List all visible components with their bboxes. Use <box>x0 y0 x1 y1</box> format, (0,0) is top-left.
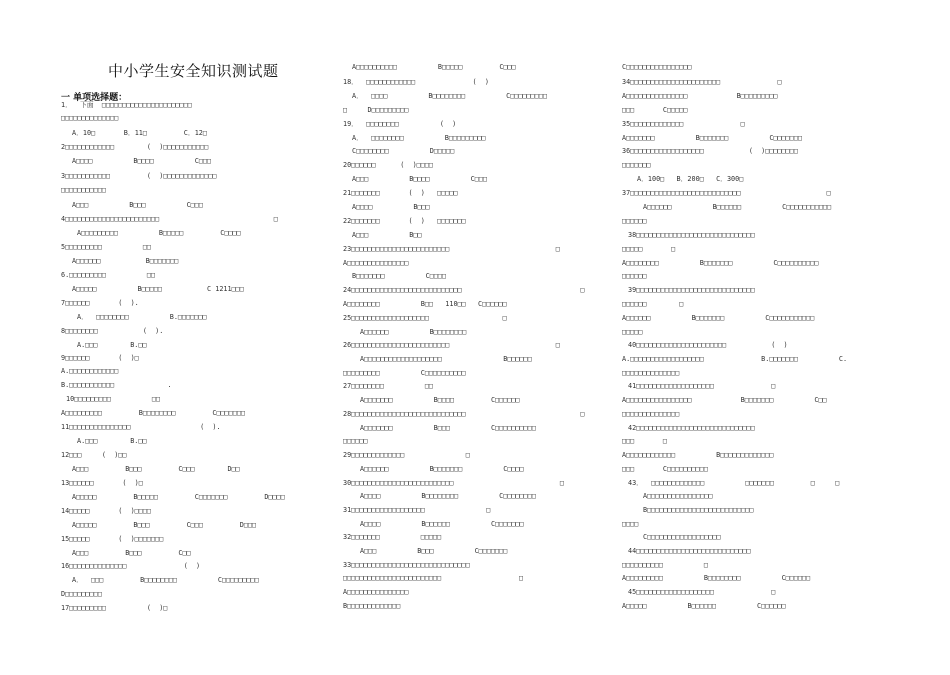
question-line: A□□□□□□□ B□□□□□□□ C□□□□□□□ <box>622 134 803 142</box>
question-line: A□□□ B□□□ C□□□ D□□ <box>72 465 240 473</box>
question-line: A.□□□ B.□□ <box>77 437 147 445</box>
question-line: □□□□□□□□□□□□□□ <box>622 410 680 418</box>
question-line: A□□□□□ B□□□□□ C□□□□□□□ D□□□□ <box>72 493 285 501</box>
question-line: 8□□□□□□□□ ( ). <box>61 327 164 335</box>
question-line: A□□□□□□ B□□□□□□ C□□□□□□□□□□□ <box>643 203 832 211</box>
question-line: C□□□□□□□□□□□□□□□□ <box>622 63 692 71</box>
question-line: 36□□□□□□□□□□□□□□□□□□ ( )□□□□□□□□ <box>622 147 798 155</box>
question-line: A□□□ B□□□ C□□□ <box>72 201 203 209</box>
question-line: □□□□□ □ <box>622 245 676 253</box>
question-line: 12□□□ ( )□□ <box>61 451 127 459</box>
question-line: C□□□□□□□□ D□□□□□ <box>352 147 455 155</box>
question-line: 2□□□□□□□□□□□□ ( )□□□□□□□□□□□ <box>61 143 209 151</box>
question-line: 43． □□□□□□□□□□□□□ □□□□□□□ □ □ <box>628 479 840 487</box>
question-line: 37□□□□□□□□□□□□□□□□□□□□□□□□□□□ □ <box>622 189 831 197</box>
question-line: □□□□□□□□□ C□□□□□□□□□□ <box>343 369 466 377</box>
question-line: □□□ C□□□□□□□□□□ <box>622 465 708 473</box>
question-line: 44□□□□□□□□□□□□□□□□□□□□□□□□□□□□ <box>628 547 751 555</box>
question-line: A．10□ B．11□ C．12□ <box>72 129 207 137</box>
question-line: □□□□□□□□□□□□□□□□□□□□□□□□ □ <box>343 574 524 582</box>
question-line: A． □□□□□□□□ B.□□□□□□□ <box>77 313 207 321</box>
question-line: 25□□□□□□□□□□□□□□□□□□□ □ <box>343 314 507 322</box>
question-line: 40□□□□□□□□□□□□□□□□□□□□□□ ( ) <box>628 341 788 349</box>
question-line: □□□□□□ <box>622 272 647 280</box>
question-line: □□□□□□□ <box>622 161 651 169</box>
question-line: A□□□□□□□□ B□□ 110□□ C□□□□□□ <box>343 300 507 308</box>
question-line: B.□□□□□□□□□□□ . <box>61 381 172 389</box>
question-line: A□□□□□ B□□□□□ C 1211□□□ <box>72 285 244 293</box>
question-line: 23□□□□□□□□□□□□□□□□□□□□□□□□ □ <box>343 245 560 253</box>
question-line: 42□□□□□□□□□□□□□□□□□□□□□□□□□□□□□ <box>628 424 755 432</box>
section-heading: 一 单项选择题： <box>61 93 128 103</box>
question-line: 31□□□□□□□□□□□□□□□□□□ □ <box>343 506 491 514</box>
question-line: 11□□□□□□□□□□□□□□□ ( ). <box>61 423 221 431</box>
question-line: □□□ □ <box>622 437 668 445</box>
question-line: □□□□ <box>622 520 639 528</box>
question-line: 27□□□□□□□□ □□ <box>343 382 434 390</box>
question-line: A.□□□□□□□□□□□□□□□□□□ B.□□□□□□□ C. <box>622 355 848 363</box>
question-line: 15□□□□□ ( )□□□□□□□ <box>61 535 164 543</box>
question-line: 41□□□□□□□□□□□□□□□□□□□ □ <box>628 382 776 390</box>
question-line: A□□□□□□□ B□□□□ C□□□□□□ <box>360 396 520 404</box>
question-line: D□□□□□□□□□ <box>61 590 102 598</box>
question-line: A□□□□ B□□□□□□□□ C□□□□□□□□ <box>360 492 536 500</box>
question-line: 33□□□□□□□□□□□□□□□□□□□□□□□□□□□□□ <box>343 561 470 569</box>
question-line: □□□□□□ □ <box>622 300 684 308</box>
question-line: 14□□□□□ ( )□□□□ <box>61 507 152 515</box>
question-line: 29□□□□□□□□□□□□□ □ <box>343 451 470 459</box>
question-line: A.□□□□□□□□□□□□ <box>61 367 119 375</box>
question-line: A□□□□□□□□□□□□□□□□ B□□□□□□□ C□□ <box>622 396 827 404</box>
question-line: 20□□□□□□ ( )□□□□ <box>343 161 434 169</box>
question-line: A□□□□□□□□□ B□□□□□□□□ C□□□□□□□ <box>61 409 246 417</box>
question-line: 30□□□□□□□□□□□□□□□□□□□□□□□□□ □ <box>343 479 564 487</box>
question-line: □□□□□□ <box>622 217 647 225</box>
question-line: A□□□□□□□□□□□□□□□ <box>343 588 409 596</box>
question-line: A□□□□□□□ B□□□ C□□□□□□□□□□ <box>360 424 536 432</box>
question-line: A．100□ B．200□ C．300□ <box>637 175 744 183</box>
question-line: 24□□□□□□□□□□□□□□□□□□□□□□□□□□□ □ <box>343 286 585 294</box>
question-line: A□□□□□□□□□□ B□□□□□ C□□□ <box>352 63 516 71</box>
question-line: A□□□□□□□□□□□□□□□ <box>343 259 409 267</box>
question-line: 17□□□□□□□□□ ( )□ <box>61 604 168 612</box>
question-line: 21□□□□□□□ ( ) □□□□□ <box>343 189 458 197</box>
question-line: A□□□□□□□□□ B□□□□□□□□ C□□□□□□ <box>622 574 811 582</box>
question-line: A□□□ B□□□ C□□ <box>72 549 191 557</box>
question-line: A□□□□□□□□□□□□□□□□ <box>643 492 713 500</box>
question-line: A． □□□□□□□□ B□□□□□□□□□ <box>352 134 486 142</box>
question-line: A□□□ B□□□ C□□□□□□□ <box>360 547 508 555</box>
page-title: 中小学生安全知识测试题 <box>108 62 279 80</box>
question-line: □□□□□□□□□□□□□□ <box>61 114 119 122</box>
question-line: 6.□□□□□□□□□ □□ <box>61 271 156 279</box>
question-line: 39□□□□□□□□□□□□□□□□□□□□□□□□□□□□□ <box>628 286 755 294</box>
question-line: 26□□□□□□□□□□□□□□□□□□□□□□□□ □ <box>343 341 560 349</box>
question-line: A□□□□ B□□□ <box>352 203 430 211</box>
question-line: A□□□□ B□□□□ C□□□ <box>72 157 212 165</box>
question-line: 9□□□□□□ ( )□ <box>61 354 139 362</box>
question-line: 45□□□□□□□□□□□□□□□□□□□ □ <box>628 588 776 596</box>
question-line: A． □□□ B□□□□□□□□ C□□□□□□□□□ <box>72 576 259 584</box>
question-line: A□□□□□ B□□□□□□ C□□□□□□ <box>622 602 786 610</box>
question-line: 18． □□□□□□□□□□□□ ( ) <box>343 78 489 86</box>
question-line: 35□□□□□□□□□□□□□ □ <box>622 120 745 128</box>
question-line: A□□□□□□□□□□□□ B□□□□□□□□□□□□□ <box>622 451 774 459</box>
question-line: 3□□□□□□□□□□□ ( )□□□□□□□□□□□□□ <box>61 172 217 180</box>
question-line: □□□□□□□□□□ □ <box>622 561 708 569</box>
question-line: A□□□□□□□□□□□□□□□ B□□□□□□□□□ <box>622 92 778 100</box>
question-line: □□□□□□□□□□□ <box>61 186 107 194</box>
question-line: □□□□□□ <box>343 437 368 445</box>
question-line: B□□□□□□□□□□□□□□□□□□□□□□□□□□ <box>643 506 754 514</box>
question-line: 34□□□□□□□□□□□□□□□□□□□□□□ □ <box>622 78 782 86</box>
question-line: A□□□□ B□□□□□□ C□□□□□□□ <box>360 520 524 528</box>
question-line: 28□□□□□□□□□□□□□□□□□□□□□□□□□□□□ □ <box>343 410 585 418</box>
question-line: B□□□□□□□□□□□□□ <box>343 602 401 610</box>
question-line: 13□□□□□□ ( )□ <box>61 479 143 487</box>
question-line: A□□□□□□ B□□□□□□□ C□□□□ <box>360 465 524 473</box>
question-line: A□□□□□□ B□□□□□□□□ <box>360 328 467 336</box>
question-line: A□□□□□□□□ B□□□□□□□ C□□□□□□□□□□ <box>622 259 819 267</box>
question-line: 1． 下面 □□□□□□□□□□□□□□□□□□□□□□ <box>61 101 192 109</box>
question-line: 4□□□□□□□□□□□□□□□□□□□□□□□ □ <box>61 215 278 223</box>
question-line: 19． □□□□□□□□ ( ) <box>343 120 457 128</box>
question-line: A□□□□□□ B□□□□□□□ C□□□□□□□□□□□ <box>622 314 815 322</box>
question-line: □□□□□ <box>622 328 643 336</box>
question-line: A□□□ B□□□□ C□□□ <box>352 175 488 183</box>
question-line: A□□□□□□□□□ B□□□□□ C□□□□ <box>77 229 241 237</box>
question-line: 22□□□□□□□ ( ) □□□□□□□ <box>343 217 466 225</box>
question-line: 5□□□□□□□□□ □□ <box>61 243 152 251</box>
question-line: 16□□□□□□□□□□□□□□ ( ) <box>61 562 201 570</box>
question-line: A□□□□□□□□□□□□□□□□□□□ B□□□□□□ <box>360 355 532 363</box>
question-line: □□□ C□□□□□ <box>622 106 688 114</box>
question-line: 7□□□□□□ ( ). <box>61 299 139 307</box>
question-line: □ D□□□□□□□□□ <box>343 106 409 114</box>
question-line: 10□□□□□□□□□ □□ <box>66 395 161 403</box>
question-line: C□□□□□□□□□□□□□□□□□□ <box>643 533 721 541</box>
question-line: A． □□□□ B□□□□□□□□ C□□□□□□□□□ <box>352 92 548 100</box>
question-line: A□□□□□□ B□□□□□□□ <box>72 257 179 265</box>
question-line: A□□□ B□□ <box>352 231 422 239</box>
question-line: B□□□□□□□ C□□□□ <box>352 272 447 280</box>
question-line: A□□□□□ B□□□ C□□□ D□□□ <box>72 521 257 529</box>
question-line: □□□□□□□□□□□□□□ <box>622 369 680 377</box>
question-line: A.□□□ B.□□ <box>77 341 147 349</box>
question-line: 38□□□□□□□□□□□□□□□□□□□□□□□□□□□□□ <box>628 231 755 239</box>
question-line: 32□□□□□□□ □□□□□ <box>343 533 442 541</box>
